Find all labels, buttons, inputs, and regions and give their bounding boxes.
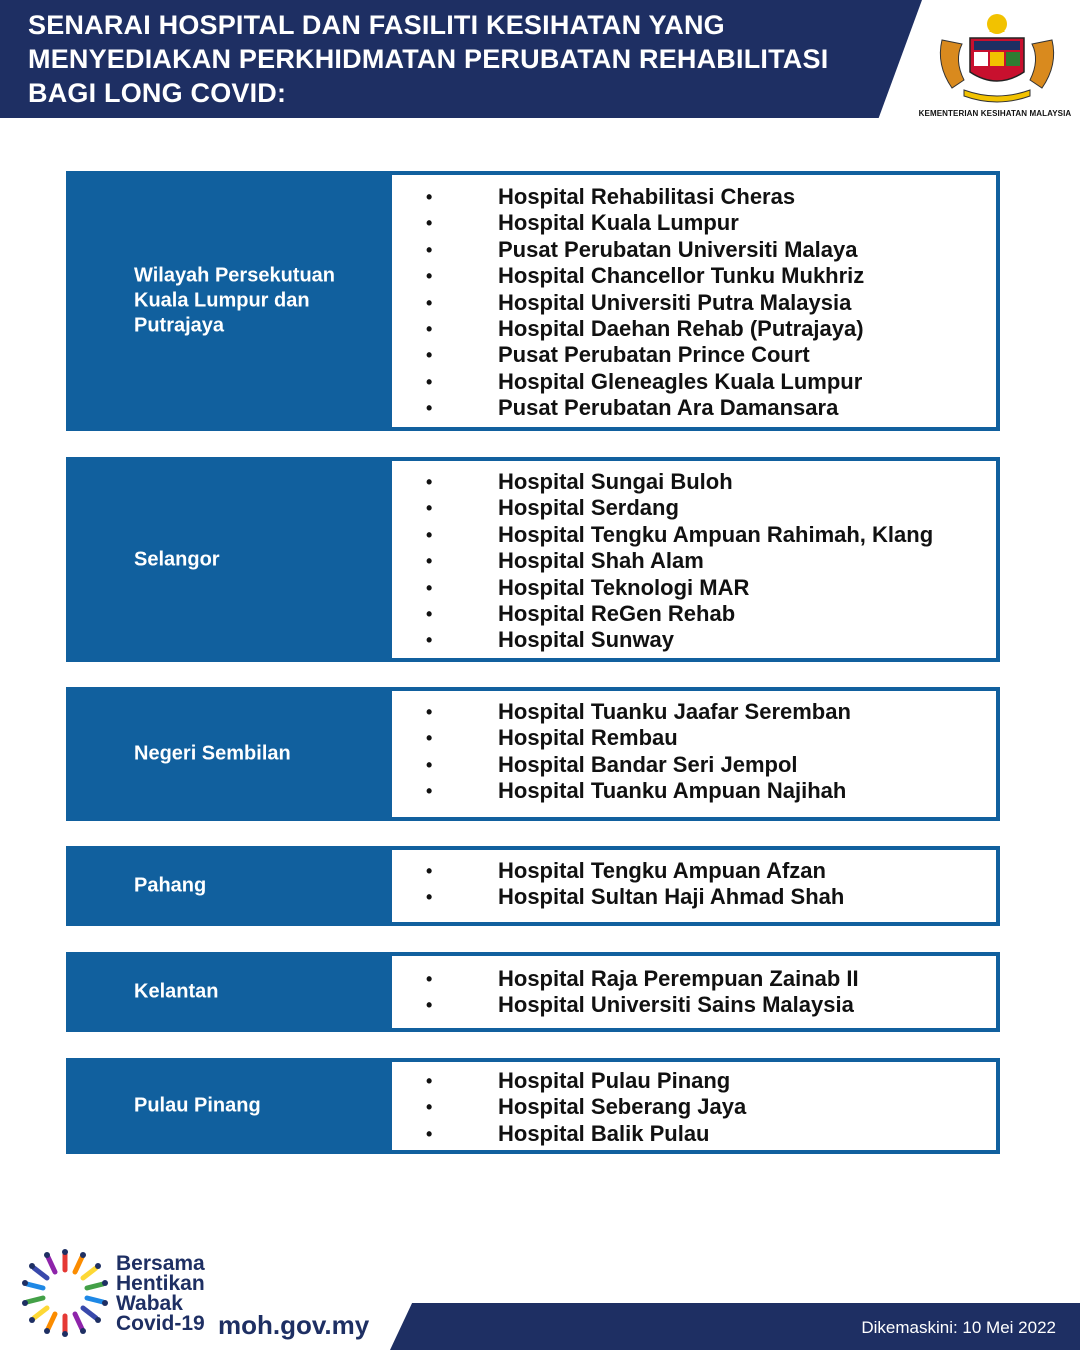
- state-label-box: [66, 171, 388, 431]
- bullet-icon: •: [426, 1071, 433, 1091]
- bullet-icon: •: [426, 603, 433, 624]
- list-item: • Hospital Tengku Ampuan Rahimah, Klang: [426, 521, 934, 547]
- state-name: Wilayah Persekutuan Kuala Lumpur dan Putrajaya: [134, 264, 336, 337]
- bullet-icon: •: [426, 213, 433, 234]
- bullet-icon: •: [426, 187, 433, 207]
- list-item: • Hospital ReGen Rehab: [426, 600, 736, 626]
- hospital-list-box: [388, 952, 1000, 1032]
- list-item: • Hospital Shah Alam: [426, 548, 704, 574]
- covid-campaign-logo-icon: [20, 1248, 110, 1338]
- list-item: • Hospital Universiti Putra Malaysia: [426, 289, 852, 315]
- list-item: • Hospital Sungai Buloh: [426, 469, 733, 494]
- list-item: • Hospital Raja Perempuan Zainab II: [426, 966, 859, 991]
- hospital-list-box: [388, 1058, 1000, 1154]
- hospital-list-box: [388, 171, 1000, 431]
- bullet-icon: •: [426, 702, 433, 722]
- hospital-list-box: [388, 457, 1000, 662]
- ministry-caption: KEMENTERIAN KESIHATAN MALAYSIA: [918, 109, 1072, 118]
- bullet-icon: •: [426, 398, 433, 419]
- region-block: [66, 687, 1000, 821]
- bullet-icon: •: [426, 292, 433, 313]
- list-item: • Hospital Seberang Jaya: [426, 1094, 747, 1120]
- bullet-icon: •: [426, 1097, 433, 1118]
- website-url: moh.gov.my: [218, 1310, 370, 1340]
- region-block: [66, 1058, 1000, 1154]
- bullet-icon: •: [426, 781, 433, 802]
- list-item: • Pusat Perubatan Prince Court: [426, 342, 810, 368]
- bullet-icon: •: [426, 577, 433, 598]
- list-item: • Hospital Gleneagles Kuala Lumpur: [426, 368, 863, 394]
- list-item: • Hospital Tuanku Ampuan Najihah: [426, 778, 847, 804]
- bullet-icon: •: [426, 524, 433, 545]
- state-name: Selangor: [134, 548, 220, 570]
- bullet-icon: •: [426, 887, 433, 908]
- hospital-list: [392, 184, 996, 422]
- malaysia-coat-of-arms-icon: [934, 10, 1060, 108]
- list-item: • Hospital Kuala Lumpur: [426, 210, 739, 236]
- bullet-icon: •: [426, 969, 433, 989]
- bullet-icon: •: [426, 630, 433, 651]
- list-item: • Hospital Balik Pulau: [426, 1120, 710, 1146]
- region-block: [66, 171, 1000, 431]
- state-label-box: [66, 457, 388, 662]
- hospital-list: [392, 469, 996, 654]
- list-item: • Hospital Pulau Pinang: [426, 1068, 731, 1093]
- title-line: MENYEDIAKAN PERKHIDMATAN PERUBATAN REHABILITASI: [28, 44, 829, 74]
- campaign-tagline: Bersama Hentikan Wabak Covid-19: [116, 1252, 205, 1335]
- title-line: BAGI LONG COVID:: [28, 78, 287, 108]
- bullet-icon: •: [426, 239, 433, 260]
- list-item: • Pusat Perubatan Universiti Malaya: [426, 236, 858, 262]
- list-item: • Hospital Rehabilitasi Cheras: [426, 184, 796, 209]
- title-line: SENARAI HOSPITAL DAN FASILITI KESIHATAN YANG: [28, 10, 725, 40]
- page-title: [28, 8, 888, 110]
- state-label-box: [66, 846, 388, 926]
- state-name: Pahang: [134, 874, 207, 897]
- list-item: • Hospital Tuanku Jaafar Seremban: [426, 699, 851, 724]
- list-item: • Hospital Sunway: [426, 627, 675, 653]
- bullet-icon: •: [426, 1123, 433, 1144]
- hospital-list-box: [388, 846, 1000, 926]
- bullet-icon: •: [426, 498, 433, 519]
- list-item: • Hospital Teknologi MAR: [426, 574, 750, 600]
- list-item: • Hospital Chancellor Tunku Mukhriz: [426, 263, 865, 289]
- bullet-icon: •: [426, 754, 433, 775]
- list-item: • Hospital Bandar Seri Jempol: [426, 751, 798, 777]
- hospital-list-box: [388, 687, 1000, 821]
- hospital-list: [392, 966, 996, 1019]
- bullet-icon: •: [426, 266, 433, 287]
- list-item: • Hospital Tengku Ampuan Afzan: [426, 858, 826, 883]
- state-name: Pulau Pinang: [134, 1094, 261, 1117]
- bullet-icon: •: [426, 318, 433, 339]
- hospital-list: [392, 699, 996, 805]
- state-name: Negeri Sembilan: [134, 742, 291, 765]
- state-label-box: [66, 952, 388, 1032]
- hospital-list: [392, 1068, 996, 1147]
- list-item: • Hospital Rembau: [426, 725, 678, 751]
- region-block: [66, 846, 1000, 926]
- bullet-icon: •: [426, 345, 433, 366]
- updated-date: Dikemaskini: 10 Mei 2022: [861, 1318, 1056, 1337]
- region-block: [66, 952, 1000, 1032]
- bullet-icon: •: [426, 472, 433, 492]
- list-item: • Hospital Daehan Rehab (Putrajaya): [426, 315, 864, 341]
- list-item: • Hospital Sultan Haji Ahmad Shah: [426, 884, 845, 910]
- bullet-icon: •: [426, 995, 433, 1016]
- hospital-list: [392, 858, 996, 911]
- state-label-box: [66, 1058, 388, 1154]
- bullet-icon: •: [426, 728, 433, 749]
- bullet-icon: •: [426, 551, 433, 572]
- region-block: [66, 457, 1000, 662]
- list-item: • Hospital Serdang: [426, 495, 679, 521]
- list-item: • Hospital Universiti Sains Malaysia: [426, 992, 854, 1018]
- state-name: Kelantan: [134, 980, 219, 1003]
- state-label-box: [66, 687, 388, 821]
- list-item: • Pusat Perubatan Ara Damansara: [426, 395, 839, 421]
- bullet-icon: •: [426, 861, 433, 881]
- bullet-icon: •: [426, 371, 433, 392]
